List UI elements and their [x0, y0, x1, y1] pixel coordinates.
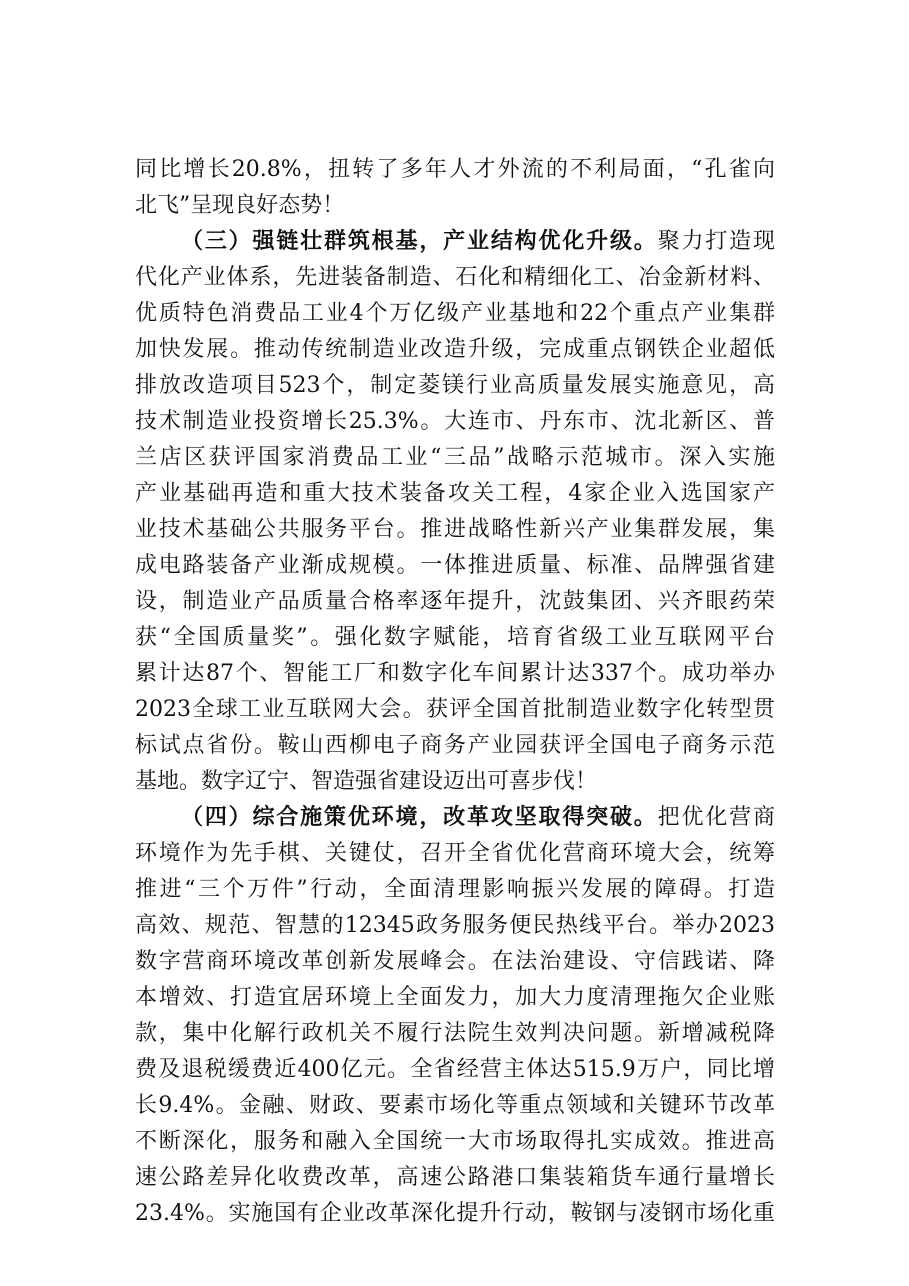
text-run: 聚力打造现 [657, 229, 775, 254]
text-line: 加快发展。推动传统制造业改造升级，完成重点钢铁企业超低 [135, 337, 775, 362]
text-line: 2023全球工业互联网大会。获评全国首批制造业数字化转型贯 [135, 697, 775, 722]
text-line: 环境作为先手棋、关键仗，召开全省优化营商环境大会，统筹 [135, 841, 775, 866]
text-run: 把优化营商 [657, 805, 775, 830]
text-line: 本增效、打造宜居环境上全面发力，加大力度清理拖欠企业账 [135, 985, 775, 1010]
text-line: 设，制造业产品质量合格率逐年提升，沈鼓集团、兴齐眼药荣 [135, 589, 775, 614]
text-line: 基地。数字辽宁、智造强省建设迈出可喜步伐！ [135, 769, 598, 794]
text-line: 产业基础再造和重大技术装备攻关工程，4家企业入选国家产 [135, 481, 775, 506]
text-line: 标试点省份。鞍山西柳电子商务产业园获评全国电子商务示范 [135, 733, 775, 758]
text-line: 推进“三个万件”行动，全面清理影响振兴发展的障碍。打造 [135, 877, 775, 902]
text-line: 技术制造业投资增长25.3%。大连市、丹东市、沈北新区、普 [135, 409, 775, 434]
section-heading-3: （三）强链壮群筑根基，产业结构优化升级。 [181, 229, 658, 254]
text-line: 同比增长20.8%，扭转了多年人才外流的不利局面，“孔雀向 [135, 157, 775, 182]
text-line: 兰店区获评国家消费品工业“三品”战略示范城市。深入实施 [135, 445, 775, 470]
text-line: 北飞”呈现良好态势！ [135, 193, 345, 218]
text-line: 费及退税缓费近400亿元。全省经营主体达515.9万户，同比增 [135, 1057, 775, 1082]
text-line: 不断深化，服务和融入全国统一大市场取得扎实成效。推进高 [135, 1129, 775, 1154]
text-line: 优质特色消费品工业4个万亿级产业基地和22个重点产业集群 [135, 301, 775, 326]
text-line: 获“全国质量奖”。强化数字赋能，培育省级工业互联网平台 [135, 625, 775, 650]
paragraph-first-line [181, 224, 775, 260]
text-line: 23.4%。实施国有企业改革深化提升行动，鞍钢与凌钢市场化重 [135, 1201, 775, 1226]
text-line: 业技术基础公共服务平台。推进战略性新兴产业集群发展，集 [135, 517, 775, 542]
text-line: 数字营商环境改革创新发展峰会。在法治建设、守信践诺、降 [135, 949, 775, 974]
text-line: 速公路差异化收费改革，高速公路港口集装箱货车通行量增长 [135, 1165, 775, 1190]
section-heading-4: （四）综合施策优环境，改革攻坚取得突破。 [181, 805, 658, 830]
text-line: 累计达87个、智能工厂和数字化车间累计达337个。成功举办 [135, 661, 775, 686]
text-line: 高效、规范、智慧的12345政务服务便民热线平台。举办2023 [135, 913, 775, 938]
text-line: 长9.4%。金融、财政、要素市场化等重点领域和关键环节改革 [135, 1093, 775, 1118]
text-line: 成电路装备产业渐成规模。一体推进质量、标准、品牌强省建 [135, 553, 775, 578]
text-line: 排放改造项目523个，制定菱镁行业高质量发展实施意见，高 [135, 373, 775, 398]
text-line: 款，集中化解行政机关不履行法院生效判决问题。新增减税降 [135, 1021, 775, 1046]
text-line: 代化产业体系，先进装备制造、石化和精细化工、冶金新材料、 [135, 265, 775, 290]
paragraph-first-line [181, 800, 775, 836]
